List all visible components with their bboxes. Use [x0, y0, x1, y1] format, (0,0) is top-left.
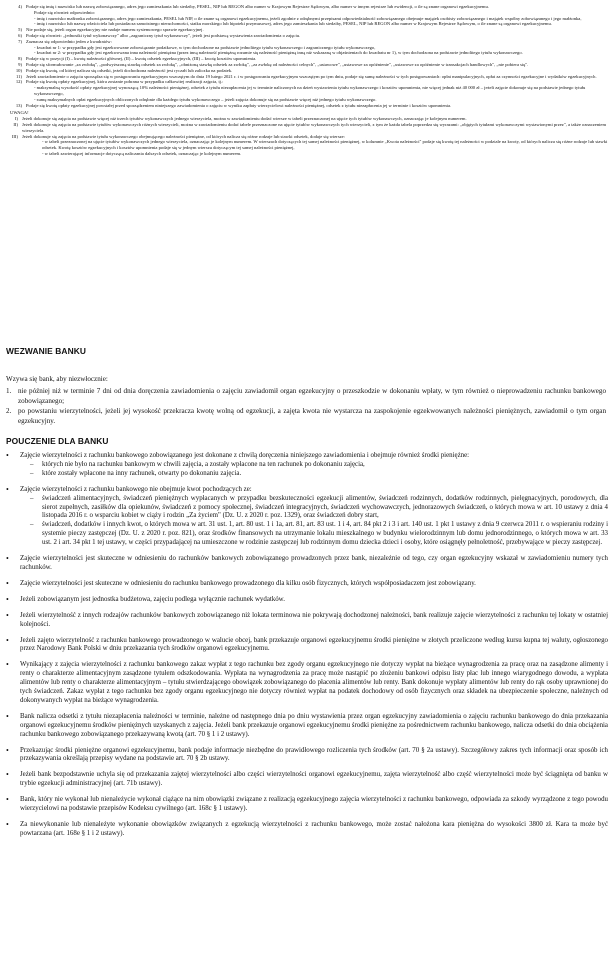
wezwanie-item-number: 1. — [6, 387, 12, 396]
pouczenie-item-body — [20, 747, 608, 765]
bullet-icon: • — [6, 635, 9, 645]
footnote-item — [6, 103, 608, 109]
pouczenie-item — [6, 612, 608, 630]
pouczenie-heading: POUCZENIE DLA BANKU — [6, 436, 109, 446]
pouczenie-item-body — [20, 796, 608, 814]
footnotes — [6, 4, 608, 157]
pouczenie-item-text: Bank nalicza odsetki z tytułu niezapłacenia należności w terminie, należne od następnego dnia po dniu wystawienia przez organ egzekucyjny zawiadomienia o zajęciu rachunku bankowego do dnia przekazania organowi egzekucyjnemu środków pieniężnych uzyskanych z zajęcia. Jeżeli bank przekazuje organowi egzekucyjnemu środki pieniężne za pośrednictwem rachunku bankowego, nalicza odsetki do dnia obciążenia rachunku bankowego zobowiązanego przekazywaną kwotą (art. 70 § 1 i 2 ustawy). — [20, 712, 608, 738]
uwaga-number — [26, 139, 42, 151]
bullet-icon: • — [6, 554, 9, 564]
uwaga-title: UWAGA! — [10, 110, 29, 116]
uwaga-text: - w tabeli przeznaczonej na ujęcie tytułów wykonawczych jednego wierzyciela, oznaczając je kolejnym numerem. W wierszach dotyczących tej samej należności pieniężnej, w kolumnie „Kwota należności" podaje się kwotę tej należności w podziale na kwoty, od których nalicza się różne rodzaje lub stawki odsetek. Kwotę kosztów egzekucyjnych i kosztów upomnienia podaje się w jednym wierszu dotyczącym tej samej należności pieniężnej, — [42, 139, 608, 151]
wezwanie-item-number: 2. — [6, 407, 12, 416]
pouczenie-item-body — [20, 452, 608, 479]
pouczenie-item — [6, 747, 608, 765]
uwaga-text: Jeżeli dokonuje się zajęcia na podstawie tytułów wykonawczych różnych wierzycieli, można w zawiadomieniu dodać tabele przeznaczone na ujęcie tytułów wykonawczych tych wierzycieli, z tym że każda tabela poprzedza się wyrazami: „objętych tytułami wykonawczymi wystawionymi przez", a także oznaczeniem wierzyciela. — [22, 121, 607, 133]
uwaga-text: Jeżeli dokonuje się zajęcia na podstawie tytułu wykonawczego obejmującego należności pieniężne, od których nalicza się różne rodzaje lub stawki odsetek, dodaje się wiersze: — [22, 133, 345, 139]
pouczenie-subitem-text: świadczeń alimentacyjnych, świadczeń pieniężnych wypłacanych w przypadku bezskuteczności egzekucji alimentów, świadczeń rodzinnych, dodatków rodzinnych, pielęgnacyjnych, porodowych, dla sierot zupełnych, zasiłków dla opiekunów, świadczeń z pomocy społecznej, świadczeń integracyjnych, świadczeń wychowawczych, jednorazowych świadczeń, o których mowa w art. 10 ustawy z dnia 4 listopada 2016 r. o wsparciu kobiet w ciąży i rodzin „Za życiem" (Dz. U. z 2020 r. poz. 1329), oraz świadczeń dobry start, — [42, 494, 608, 520]
footnote-item — [6, 85, 608, 97]
pouczenie-item — [6, 580, 608, 589]
wezwanie-heading: WEZWANIE BANKU — [6, 346, 87, 356]
footnote-text: - maksymalną wysokość opłaty egzekucyjnej wynoszącą 10% należności pieniężnej, odsetek z tytułu niezapłacenia jej w terminie naliczonych na dzień wystawienia tytułu wykonawczego i kosztów upomnienia, nie więcej jednak niż 40 000 zł – jeżeli zajęcie dokonuje się na podstawie jednego tytułu wykonawczego, — [34, 85, 586, 96]
pouczenie-subitem — [20, 521, 608, 548]
footnote-text: Zaznacza się odpowiednio jeden z kwadratów: — [26, 38, 112, 44]
pouczenie-item-text: Przekazując środki pieniężne organowi egzekucyjnemu, bank podaje informacje niezbędne do prawidłowego rozliczenia tych środków (art. 70 § 2a ustawy). Szczegółowy zakres tych informacji oraz sposób ich przekazywania określają przepisy wydane na podstawie art. 70 § 2b ustawy. — [20, 746, 608, 763]
footnote-text: Podaje się również odpowiednio: — [34, 9, 96, 15]
footnote-number — [14, 85, 34, 97]
pouczenie-item-body — [20, 771, 608, 789]
pouczenie-item — [6, 796, 608, 814]
bullet-icon: • — [6, 578, 9, 588]
pouczenie-item-text: Bank, który nie wykonał lub nienależycie wykonał ciążące na nim obowiązki związane z realizacją egzekucyjnego zajęcia wierzytelności z rachunku bankowego, odpowiada za szkody wyrządzone z tego powodu wierzycielowi na podstawie przepisów Kodeksu cywilnego (art. 168c § 1 ustawy). — [20, 796, 608, 813]
pouczenie-subitem — [20, 461, 608, 470]
pouczenie-item-body — [20, 713, 608, 740]
wezwanie-item — [6, 387, 606, 406]
pouczenie-item — [6, 452, 608, 479]
bullet-icon: • — [6, 610, 9, 620]
uwaga-number: II) — [13, 121, 18, 127]
footnote-number: 8) — [18, 56, 22, 62]
pouczenie-item-text: Jeżeli wierzytelność z innych rodzajów rachunków bankowych zobowiązanego niż lokata terminowa nie pokrywają dochodzonej należności, bank realizuje zajęcie wierzytelności z rachunku tej lokaty w ostatniej kolejności. — [20, 611, 608, 628]
pouczenie-item — [6, 596, 608, 605]
pouczenie-item-text: Zajęcie wierzytelności z rachunku bankowego nie obejmuje kwot pochodzących ze: — [20, 485, 252, 493]
wezwanie-item — [6, 407, 606, 426]
footnote-number: 11) — [16, 73, 22, 79]
footnote-number: 7) — [18, 38, 22, 44]
pouczenie-item-text: Jeżeli zajęto wierzytelność z rachunku bankowego prowadzonego w walucie obcej, bank przekazuje organowi egzekucyjnemu środki pieniężne w złotych przeliczone według kursu kupna tej waluty, ogłoszonego przez Narodowy Bank Polski w dniu przekazania tych środków organowi egzekucyjnemu. — [20, 636, 608, 653]
pouczenie-item — [6, 713, 608, 740]
footnote-text: - sumę maksymalnych opłat egzekucyjnych obliczonych odrębnie dla każdego tytułu wykonawczego – jeżeli zajęcia dokonuje się na podstawie więcej niż jednego tytułu wykonawczego. — [34, 96, 377, 102]
pouczenie-subitem-text: które zostały wpłacone na inny rachunek, otwarty po dokonaniu zajęcia. — [42, 469, 242, 477]
footnote-number: 4) — [18, 4, 22, 9]
pouczenie-item-body — [20, 612, 608, 630]
pouczenie-item-body — [20, 486, 608, 548]
bullet-icon: • — [6, 770, 9, 780]
pouczenie-item — [6, 771, 608, 789]
footnote-text: Podaje się również: „jednostki tytuł wykonawczy" albo „zagraniczny tytuł wykonawczy", jeżeli jest podstawą wystawienia zawiadomienia o zajęciu. — [26, 32, 301, 38]
uwaga-item — [6, 151, 608, 157]
footnote-text: - kwadrat nr 2: w przypadku gdy jest egzekwowana inna należność pieniężna (przez inną należność pieniężną rozumie się należność pieniężną inną niż wskazaną w objaśnieniach do kwadratu nr 1), w tym dochodzona na podstawie jednolitego tytułu wykonawczego. — [34, 50, 523, 56]
footnote-text: Podaje się kwotę, od której nalicza się odsetki, jeżeli dochodzona należność jest ryczałt lub zaliczka na podatek. — [26, 67, 233, 73]
pouczenie-item-body — [20, 596, 608, 605]
dash-icon: – — [30, 469, 34, 477]
footnote-text: - kwadrat nr 1: w przypadku gdy jest egzekwowane zobowiązanie podatkowe, w tym dochodzone na podstawie jednolitego tytułu wykonawczego i zagranicznego tytułu wykonawczego, — [34, 44, 376, 50]
pouczenie-item-text: Jeżeli zobowiązanym jest jednostka budżetowa, zajęciu podlega wyłącznie rachunek wydatków. — [20, 595, 285, 603]
footnote-number: 12) — [15, 79, 22, 85]
uwaga-item — [6, 122, 608, 134]
footnote-text: - imię i nazwisko lub nazwę właściciela lub posiadacza samoistnego nieruchomości, statku morskiego lub hipoteki przymusowej, adres jego zamieszkania lub siedziby, PESEL, NIP lub REGON albo numer w Krajowym Rejestrze Sądowym, o ile znane są organowi egzekucyjnemu. — [34, 21, 552, 27]
footnote-number: 5) — [18, 27, 22, 33]
footnote-text: - imię i nazwisko małżonka zobowiązanego, adres jego zamieszkania, PESEL lub NIP, o ile znane są organowi egzekucyjnemu, jeżeli zgodnie z odrębnymi przepisami odpowiedzialność zobowiązanego obejmuje majątek osobisty zobowiązanego i majątek wspólny zobowiązanego i jego małżonka, — [34, 15, 582, 21]
dash-icon: – — [30, 494, 34, 502]
dash-icon: – — [30, 460, 34, 468]
uwaga-item — [6, 139, 608, 151]
dash-icon: – — [30, 521, 34, 529]
bullet-icon: • — [6, 820, 9, 829]
uwaga-number — [26, 151, 42, 157]
footnote-text: Podaje się kwotę opłaty egzekucyjnej, która zostanie pobrana w przypadku całkowitej realizacji zajęcia, tj.: — [26, 79, 224, 85]
bullet-icon: • — [6, 745, 9, 755]
bullet-icon: • — [6, 660, 9, 670]
bullet-icon: • — [6, 484, 9, 494]
pouczenie-item — [6, 486, 608, 548]
pouczenie-subitem-text: świadczeń, dodatków i innych kwot, o których mowa w art. 31 ust. 1, art. 80 ust. 1 i 1a, art. 81, art. 83 ust. 1 i 4, art. 84 pkt 2 i 3 i art. 140 ust. 1 pkt 1 ustawy z dnia 9 czerwca 2011 r. o wspieraniu rodziny i systemie pieczy zastępczej (Dz. U. z 2020 r. poz. 821), oraz środków finansowych na utrzymanie lokalu mieszkalnego w budynku wielorodzinnym lub domu jednorodzinnego, o których mowa w art. 33 ust. 2 i art. 34 pkt 1 tej ustawy, w części przypadającej na umieszczone w rodzinie zastępczej lub rodzinnym domu dziecka dzieci i osoby, które osiągnęły pełnoletność, przebywające w pieczy zastępczej. — [42, 521, 608, 547]
pouczenie-item — [6, 555, 608, 573]
footnote-text: Podaje się w pozycji (I) – kwotę należności głównej, (II) – kwotę odsetek egzekucyjnych, (III) – kwotę kosztów upomnienia. — [26, 56, 257, 62]
pouczenie-item-text: Zajęcie wierzytelności z rachunku bankowego zobowiązanego jest dokonane z chwilą doręczenia niniejszego zawiadomienia i obejmuje również środki pieniężne: — [20, 452, 470, 459]
pouczenie-item — [6, 661, 608, 706]
bullet-icon: • — [6, 594, 9, 604]
uwaga-number: I) — [14, 116, 18, 122]
pouczenie-item-text: Zajęcie wierzytelności jest skuteczne w odniesieniu do rachunku bankowego prowadzonego dla kilku osób fizycznych, których współposiadaczem jest zobowiązany. — [20, 579, 476, 587]
pouczenie-item-body — [20, 637, 608, 655]
footnote-text: Jeżeli zawiadomienie o zajęciu sporządza się w postępowaniu egzekucyjnym wszczętym do dnia 19 lutego 2021 r. i w postępowaniu egzekucyjnym wszczętym po tym dniu, podaje się sumę należności w tych postępowaniach: opłat manipulacyjnych, opłat za czynności egzekucyjne i wydatków egzekucyjnych. — [26, 73, 597, 79]
wezwanie-item-text: po powstaniu wierzytelności, jeżeli jej wysokość przekracza kwotę wolną od egzekucji, a zajęta kwota nie wystarcza na zaspokojenie egzekwowanych należności pieniężnych, zawiadomił o tym organ egzekucyjny. — [18, 407, 606, 425]
footnote-text: Podaje się sformułowanie „za zwłokę", „podwyższoną stawkę odsetek za zwłokę", „obniżoną stawkę odsetek za zwłokę", „za zwłokę od należności celnych", „ustawowe", „ustawowe za opóźnienie", „ustawowe za opóźnienie w transakcjach handlowych", „nie pobiera się". — [26, 61, 529, 67]
wezwanie-item-text: nie później niż w terminie 7 dni od dnia doręczenia zawiadomienia o zajęciu zawiadomił organ egzekucyjny o przeszkodzie w dokonaniu wpłaty, w tym również o nieprowadzeniu rachunku bankowego zobowiązanego; — [18, 387, 606, 405]
wezwanie-intro: Wzywa się bank, aby niezwłocznie: — [6, 375, 108, 383]
uwaga-text: Jeżeli dokonuje się zajęcia na podstawie więcej niż trzech tytułów wykonawczych jednego wierzyciela, można w zawiadomieniu dodać wiersze w tabeli przeznaczonej na ujęcie tych tytułów wykonawczych, oznaczając je kolejnym numerem. — [22, 116, 467, 122]
pouczenie-item — [6, 821, 608, 839]
bullet-icon: • — [6, 711, 9, 721]
pouczenie-section — [6, 452, 608, 846]
pouczenie-item-body — [20, 580, 608, 589]
pouczenie-item-text: Wynikający z zajęcia wierzytelności z rachunku bankowego zakaz wypłat z tego rachunku bez zgody organu egzekucyjnego nie dotyczy wypłat na bieżące wynagrodzenia za pracę oraz na zasądzone alimenty i renty o charakterze alimentacyjnym zasądzone tytułem odszkodowania. Wypłata na wynagrodzenia za pracę może nastąpić po złożeniu bankowi odpisu listy płac lub innego wiarygodnego dowodu, a wypłata alimentów lub renty o charakterze alimentacyjnym – tytułu stwierdzającego obowiązek zobowiązanego do płacenia alimentów lub renty. Bank dokonuje wypłaty alimentów lub renty do rąk osoby uprawnionej do tych świadczeń. Zakaz wypłat z tego rachunku bez zgody organu egzekucyjnego nie dotyczy również wypłat na podatek dochodowy od osób fizycznych oraz składek na ubezpieczenie społeczne, należnych od dokonywanych wypłat na bieżące wynagrodzenia. — [20, 661, 608, 704]
uwaga-text: - w tabeli zawierającej informacje dotyczącą naliczania dalszych odsetek, oznaczając je kolejnym numerem. — [42, 150, 242, 156]
footnote-text: Podaje się imię i nazwisko lub nazwę zobowiązanego, adres jego zamieszkania lub siedziby, PESEL, NIP lub REGON albo numer w Krajowym Rejestrze Sądowym, albo numer w innym rejestrze lub ewidencji, o ile są znane organowi egzekucyjnemu. — [26, 4, 489, 9]
bullet-icon: • — [6, 451, 9, 460]
footnote-number: 13) — [15, 102, 22, 108]
uwaga-number: III) — [11, 133, 18, 139]
pouczenie-subitem — [20, 495, 608, 522]
bullet-icon: • — [6, 795, 9, 805]
pouczenie-item-body — [20, 661, 608, 706]
pouczenie-item-text: Za niewykonanie lub nienależyte wykonanie obowiązków związanych z egzekucją wierzytelności z rachunku bankowego, może zostać nałożona kara pieniężna do wysokości 3800 zł. Kara ta może być powtarzana (art. 168e § 1 i 2 ustawy). — [20, 821, 608, 837]
pouczenie-item-body — [20, 555, 608, 573]
footnote-text: Podaje się kwotę opłaty egzekucyjnej powstałej przed sporządzeniem niniejszego zawiadomienia o zajęciu w wyniku zapłaty wierzycielowi należności pieniężnej, odsetek z tytułu niezapłacenia jej w terminie i kosztów upomnienia. — [26, 102, 452, 108]
wezwanie-section — [6, 375, 606, 427]
pouczenie-item-text: Jeżeli bank bezpodstawnie uchyla się od przekazania zajętej wierzytelności albo części wierzytelności organowi egzekucyjnemu, zajęta wierzytelność albo część wierzytelności może być ściągnięta od banku w trybie egzekucji administracyjnej (art. 71b ustawy). — [20, 771, 608, 788]
pouczenie-subitem-text: których nie było na rachunku bankowym w chwili zajęcia, a zostały wpłacone na ten rachunek po dokonaniu zajęcia, — [42, 460, 365, 468]
footnote-text: Nie podaje się, jeżeli organ egzekucyjny nie nadaje numeru systemowego sprawie egzekucyjnej. — [26, 27, 204, 33]
footnote-number: 10) — [15, 67, 22, 73]
pouczenie-item-text: Zajęcie wierzytelności jest skuteczne w odniesieniu do rachunków bankowych zobowiązanego prowadzonych przez bank, niezależnie od tego, czy organ egzekucyjny wskazał w zawiadomieniu numery tych rachunków. — [20, 555, 608, 571]
footnote-number: 6) — [18, 32, 22, 38]
pouczenie-subitem — [20, 470, 608, 479]
footnote-number: 9) — [18, 61, 22, 67]
uwaga-list — [6, 116, 608, 157]
pouczenie-item-body — [20, 821, 608, 839]
pouczenie-item — [6, 637, 608, 655]
